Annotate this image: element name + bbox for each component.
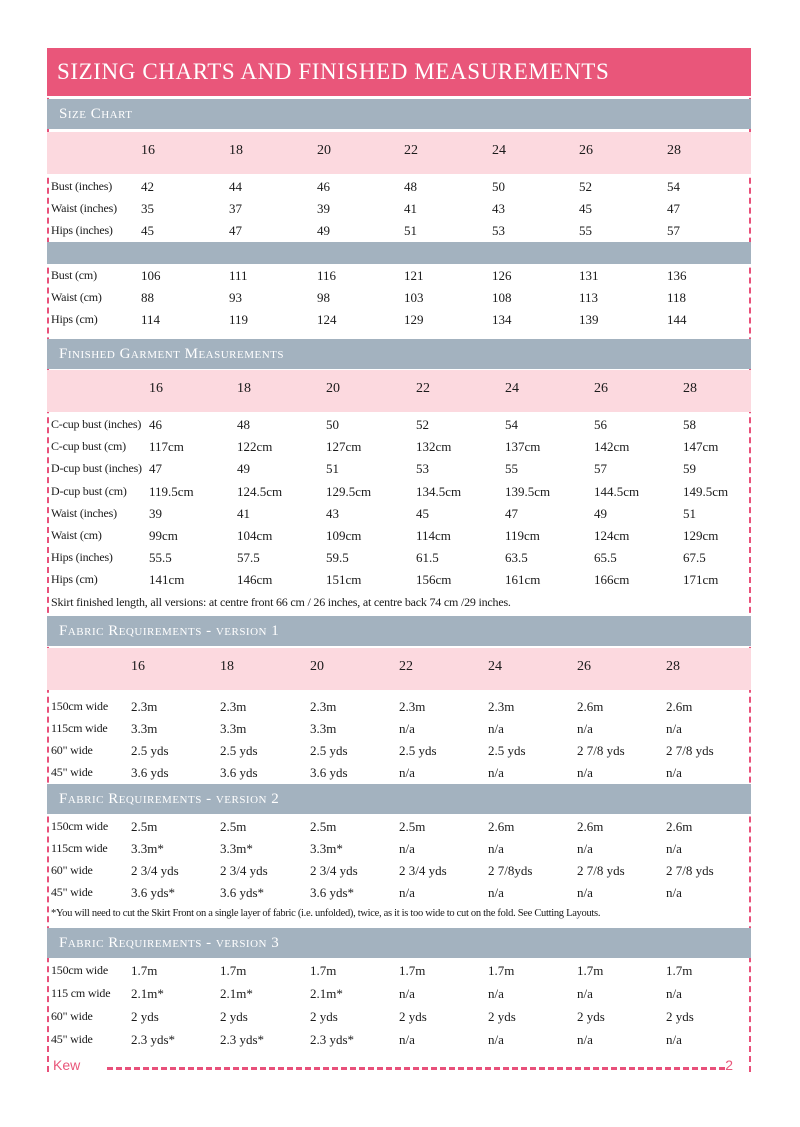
row-label: Waist (cm) — [51, 528, 102, 542]
row-label: 60" wide — [51, 1009, 93, 1023]
cell: 3.3m — [131, 721, 158, 736]
skirt-length-note: Skirt finished length, all versions: at centre front 66 cm / 26 inches, at centre back 74 cm /29 inches. — [51, 595, 511, 609]
cell: 49 — [237, 461, 250, 476]
cell: 2 yds — [399, 1009, 427, 1024]
cell: 42 — [141, 179, 154, 194]
row-label: 45" wide — [51, 1032, 93, 1046]
cell: 111 — [229, 268, 248, 283]
row-label: Bust (cm) — [51, 268, 97, 282]
row-label: 60" wide — [51, 743, 93, 757]
size-header: 18 — [229, 143, 243, 158]
cell: 65.5 — [594, 550, 617, 565]
fabric-v3-heading: Fabric Requirements - version 3 — [47, 928, 751, 958]
size-header: 20 — [317, 143, 331, 158]
cell: n/a — [399, 986, 415, 1001]
cell: 3.3m* — [310, 841, 343, 856]
row-label: Waist (inches) — [51, 201, 117, 215]
cell: 47 — [667, 201, 680, 216]
cell: n/a — [399, 765, 415, 780]
cell: 2 yds — [666, 1009, 694, 1024]
cell: 2 yds — [310, 1009, 338, 1024]
cell: n/a — [488, 765, 504, 780]
cell: 2.3 yds* — [220, 1032, 265, 1047]
cell: 51 — [404, 223, 417, 238]
cell: 2.5m — [220, 819, 247, 834]
cell: 2.3m — [399, 699, 426, 714]
page-frame — [47, 48, 751, 1076]
cell: 149.5cm — [683, 484, 729, 499]
cell: 2.1m* — [220, 986, 253, 1001]
cell: 2.3m — [310, 699, 337, 714]
fabric-v2-heading: Fabric Requirements - version 2 — [47, 784, 751, 814]
cell: n/a — [577, 885, 593, 900]
cell: 52 — [416, 417, 429, 432]
cell: 156cm — [416, 572, 452, 587]
cell: 41 — [404, 201, 417, 216]
cell: 51 — [683, 506, 696, 521]
cell: 119.5cm — [149, 484, 194, 499]
cell: 45 — [579, 201, 592, 216]
size-header: 16 — [131, 659, 145, 674]
table-row — [47, 525, 751, 547]
cell: 50 — [326, 417, 339, 432]
cell: 93 — [229, 290, 242, 305]
row-label: 150cm wide — [51, 963, 108, 977]
cell: n/a — [666, 765, 682, 780]
row-label: Waist (cm) — [51, 290, 102, 304]
cell: 126 — [492, 268, 512, 283]
row-label: Hips (inches) — [51, 223, 113, 237]
cell: 3.3m* — [131, 841, 164, 856]
cell: 136 — [667, 268, 687, 283]
cell: 2.5m — [131, 819, 158, 834]
cell: n/a — [577, 841, 593, 856]
cell: 2.6m — [577, 819, 604, 834]
cell: 2 3/4 yds — [399, 863, 447, 878]
cell: n/a — [577, 1032, 593, 1047]
cell: 2 yds — [220, 1009, 248, 1024]
cell: 1.7m — [399, 963, 426, 978]
cell: 3.6 yds* — [220, 885, 265, 900]
size-chart-header-row — [47, 132, 751, 174]
size-header: 22 — [416, 381, 430, 396]
table-row — [47, 838, 751, 860]
footer-dashed-rule — [107, 1067, 725, 1070]
cell: 55 — [579, 223, 592, 238]
cell: 2.5 yds — [220, 743, 258, 758]
size-header: 22 — [399, 659, 413, 674]
cell: 47 — [505, 506, 518, 521]
row-label: Hips (inches) — [51, 550, 113, 564]
cell: 3.3m* — [220, 841, 253, 856]
table-row — [47, 960, 751, 982]
size-header: 16 — [141, 143, 155, 158]
cell: 3.6 yds — [131, 765, 169, 780]
cell: 117cm — [149, 439, 184, 454]
cell: 124.5cm — [237, 484, 283, 499]
cell: 129 — [404, 312, 424, 327]
cell: 2.5 yds — [131, 743, 169, 758]
cell: 2 yds — [577, 1009, 605, 1024]
table-row — [47, 503, 751, 525]
cell: 57.5 — [237, 550, 260, 565]
table-row — [47, 1006, 751, 1028]
cell: 146cm — [237, 572, 273, 587]
cell: 2 7/8 yds — [577, 743, 625, 758]
cell: 43 — [492, 201, 505, 216]
cell: 109cm — [326, 528, 362, 543]
cell: n/a — [488, 1032, 504, 1047]
page-number: 2 — [725, 1057, 733, 1073]
cell: 151cm — [326, 572, 362, 587]
cell: n/a — [399, 1032, 415, 1047]
cell: 108 — [492, 290, 512, 305]
cell: 104cm — [237, 528, 273, 543]
table-row — [47, 718, 751, 740]
cell: 113 — [579, 290, 599, 305]
cell: 57 — [667, 223, 680, 238]
cell: 54 — [505, 417, 518, 432]
cell: 63.5 — [505, 550, 528, 565]
row-label: Waist (inches) — [51, 506, 117, 520]
cell: 127cm — [326, 439, 362, 454]
table-row — [47, 198, 751, 220]
cell: n/a — [488, 986, 504, 1001]
cell: 134.5cm — [416, 484, 462, 499]
size-header: 16 — [149, 381, 163, 396]
cell: 139.5cm — [505, 484, 551, 499]
cell: 53 — [492, 223, 505, 238]
cell: 52 — [579, 179, 592, 194]
size-header: 28 — [666, 659, 680, 674]
row-label: C-cup bust (inches) — [51, 417, 142, 431]
size-header: 24 — [488, 659, 502, 674]
cell: 137cm — [505, 439, 541, 454]
cell: 55.5 — [149, 550, 172, 565]
cell: 59 — [683, 461, 696, 476]
cell: 1.7m — [666, 963, 693, 978]
cell: 51 — [326, 461, 339, 476]
page-title: SIZING CHARTS AND FINISHED MEASUREMENTS — [47, 48, 751, 96]
cell: 39 — [317, 201, 330, 216]
size-header: 24 — [492, 143, 506, 158]
table-row — [47, 860, 751, 882]
row-label: Hips (cm) — [51, 572, 98, 586]
row-label: C-cup bust (cm) — [51, 439, 126, 453]
cell: 46 — [317, 179, 330, 194]
row-label: D-cup bust (cm) — [51, 484, 127, 498]
cell: 2.1m* — [131, 986, 164, 1001]
size-header: 22 — [404, 143, 418, 158]
cell: 2 3/4 yds — [220, 863, 268, 878]
cell: 48 — [404, 179, 417, 194]
cell: 53 — [416, 461, 429, 476]
cell: 2.3m — [131, 699, 158, 714]
cell: n/a — [399, 885, 415, 900]
cell: 118 — [667, 290, 687, 305]
cell: 119cm — [505, 528, 540, 543]
cell: 1.7m — [220, 963, 247, 978]
row-label: 150cm wide — [51, 819, 108, 833]
cell: 171cm — [683, 572, 719, 587]
cell: 47 — [149, 461, 162, 476]
size-header: 28 — [683, 381, 697, 396]
cell: 88 — [141, 290, 154, 305]
cell: 114cm — [416, 528, 451, 543]
cell: 141cm — [149, 572, 185, 587]
table-row — [47, 220, 751, 242]
cell: 58 — [683, 417, 696, 432]
cell: 103 — [404, 290, 424, 305]
cell: 41 — [237, 506, 250, 521]
table-row — [47, 176, 751, 198]
cell: 2.5 yds — [399, 743, 437, 758]
size-header: 24 — [505, 381, 519, 396]
cell: 2.3 yds* — [310, 1032, 355, 1047]
cell: 1.7m — [488, 963, 515, 978]
fabric-v1-heading: Fabric Requirements - version 1 — [47, 616, 751, 646]
size-header: 18 — [237, 381, 251, 396]
cell: 2.5 yds — [488, 743, 526, 758]
cell: 124 — [317, 312, 337, 327]
cell: n/a — [666, 986, 682, 1001]
cell: n/a — [488, 841, 504, 856]
cell: 2.6m — [666, 699, 693, 714]
size-header: 20 — [310, 659, 324, 674]
cell: 46 — [149, 417, 162, 432]
cell: 43 — [326, 506, 339, 521]
cell: 2.3m — [488, 699, 515, 714]
row-label: 115cm wide — [51, 841, 108, 855]
cell: 119 — [229, 312, 249, 327]
cell: 2 yds — [131, 1009, 159, 1024]
cell: n/a — [666, 1032, 682, 1047]
cell: 144 — [667, 312, 687, 327]
row-label: Bust (inches) — [51, 179, 113, 193]
cell: 134 — [492, 312, 512, 327]
cell: 2 7/8yds — [488, 863, 533, 878]
cell: 139 — [579, 312, 599, 327]
cell: 2.5m — [310, 819, 337, 834]
cell: 55 — [505, 461, 518, 476]
section-divider — [47, 242, 751, 264]
table-row — [47, 740, 751, 762]
cell: 3.6 yds* — [131, 885, 176, 900]
cell: n/a — [666, 721, 682, 736]
cell: 2 3/4 yds — [131, 863, 179, 878]
size-header: 20 — [326, 381, 340, 396]
brand-name: Kew — [53, 1057, 81, 1073]
cell: 2.1m* — [310, 986, 343, 1001]
cell: n/a — [488, 721, 504, 736]
row-label: Hips (cm) — [51, 312, 98, 326]
size-header: 26 — [594, 381, 608, 396]
table-row — [47, 1029, 751, 1051]
size-header: 28 — [667, 143, 681, 158]
cell: 3.3m — [310, 721, 337, 736]
cell: 56 — [594, 417, 607, 432]
cell: 54 — [667, 179, 680, 194]
row-label: 150cm wide — [51, 699, 108, 713]
cell: 2 yds — [488, 1009, 516, 1024]
cell: n/a — [577, 765, 593, 780]
cell: 45 — [141, 223, 154, 238]
cell: 2.3m — [220, 699, 247, 714]
cell: 45 — [416, 506, 429, 521]
cell: 2.5 yds — [310, 743, 348, 758]
cell: 47 — [229, 223, 242, 238]
cell: 3.6 yds — [220, 765, 258, 780]
cell: n/a — [666, 885, 682, 900]
cell: 48 — [237, 417, 250, 432]
cell: 2 7/8 yds — [666, 743, 714, 758]
cell: 144.5cm — [594, 484, 640, 499]
cell: n/a — [488, 885, 504, 900]
cell: 1.7m — [131, 963, 158, 978]
cell: 50 — [492, 179, 505, 194]
size-chart-heading: Size Chart — [47, 99, 751, 129]
cell: 2 7/8 yds — [666, 863, 714, 878]
finished-measurements-heading: Finished Garment Measurements — [47, 339, 751, 369]
cell: 124cm — [594, 528, 630, 543]
cell: 1.7m — [310, 963, 337, 978]
table-row — [47, 414, 751, 436]
cell: 161cm — [505, 572, 541, 587]
cell: 147cm — [683, 439, 719, 454]
cell: 3.3m — [220, 721, 247, 736]
table-row — [47, 983, 751, 1005]
cell: 129cm — [683, 528, 719, 543]
cell: 37 — [229, 201, 242, 216]
table-row — [47, 436, 751, 458]
cutting-note: *You will need to cut the Skirt Front on a single layer of fabric (i.e. unfolded), twice, as it is too wide to cut on the fold. See Cutting Layouts. — [51, 908, 601, 919]
cell: 122cm — [237, 439, 273, 454]
row-label: D-cup bust (inches) — [51, 461, 142, 475]
cell: 2 7/8 yds — [577, 863, 625, 878]
row-label: 115cm wide — [51, 721, 108, 735]
page-footer — [47, 1056, 751, 1078]
cell: 121 — [404, 268, 424, 283]
cell: 44 — [229, 179, 242, 194]
cell: 2.6m — [666, 819, 693, 834]
cell: 3.6 yds* — [310, 885, 355, 900]
cell: 99cm — [149, 528, 178, 543]
cell: 61.5 — [416, 550, 439, 565]
cell: 57 — [594, 461, 607, 476]
cell: 2.6m — [577, 699, 604, 714]
table-row — [47, 882, 751, 904]
table-row — [47, 547, 751, 569]
cell: 49 — [317, 223, 330, 238]
table-row — [47, 762, 751, 784]
cell: 142cm — [594, 439, 630, 454]
cell: 35 — [141, 201, 154, 216]
table-row — [47, 458, 751, 480]
table-row — [47, 265, 751, 287]
table-row — [47, 309, 751, 331]
size-header: 26 — [577, 659, 591, 674]
cell: 49 — [594, 506, 607, 521]
cell: 67.5 — [683, 550, 706, 565]
cell: n/a — [577, 986, 593, 1001]
row-label: 60" wide — [51, 863, 93, 877]
table-row — [47, 696, 751, 718]
cell: 129.5cm — [326, 484, 372, 499]
cell: 166cm — [594, 572, 630, 587]
cell: 98 — [317, 290, 330, 305]
row-label: 45" wide — [51, 765, 93, 779]
cell: 2.5m — [399, 819, 426, 834]
row-label: 115 cm wide — [51, 986, 111, 1000]
table-row — [47, 816, 751, 838]
cell: 2.6m — [488, 819, 515, 834]
row-label: 45" wide — [51, 885, 93, 899]
cell: 106 — [141, 268, 161, 283]
table-row — [47, 481, 751, 503]
cell: n/a — [399, 841, 415, 856]
cell: 116 — [317, 268, 337, 283]
cell: 59.5 — [326, 550, 349, 565]
table-row — [47, 287, 751, 309]
cell: 2 3/4 yds — [310, 863, 358, 878]
cell: 132cm — [416, 439, 452, 454]
cell: 3.6 yds — [310, 765, 348, 780]
size-header: 18 — [220, 659, 234, 674]
cell: n/a — [399, 721, 415, 736]
cell: n/a — [666, 841, 682, 856]
fabric-v1-header-row — [47, 648, 751, 690]
cell: n/a — [577, 721, 593, 736]
cell: 131 — [579, 268, 599, 283]
table-row — [47, 569, 751, 591]
size-header: 26 — [579, 143, 593, 158]
cell: 1.7m — [577, 963, 604, 978]
cell: 39 — [149, 506, 162, 521]
cell: 2.3 yds* — [131, 1032, 176, 1047]
cell: 114 — [141, 312, 161, 327]
finished-header-row — [47, 370, 751, 412]
